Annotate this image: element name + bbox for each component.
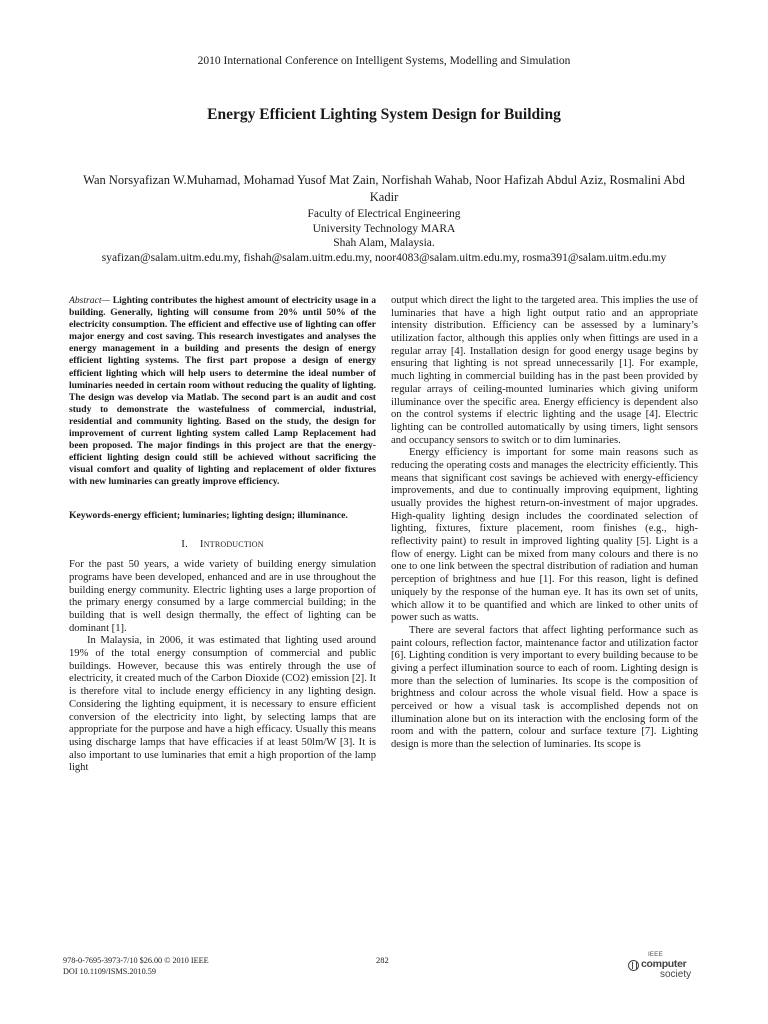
- conference-name: 2010 International Conference on Intelligent Systems, Modelling and Simulation: [197, 55, 571, 67]
- author-list: Wan Norsyafizan W.Muhamad, Mohamad Yusof Mat Zain, Norfishah Wahab, Noor Hafizah Abdul Aziz, Rosmalini Abd Kadir: [83, 173, 685, 204]
- logo-ieee-text: IEEE: [648, 951, 663, 958]
- footer-doi: DOI 10.1109/ISMS.2010.59: [63, 967, 156, 976]
- right-column: [391, 295, 698, 752]
- abstract-label: Abstract—: [69, 295, 111, 306]
- affiliation-location: Shah Alam, Malaysia.: [333, 237, 435, 249]
- footer-isbn: 978-0-7695-3973-7/10 $26.00 © 2010 IEEE: [63, 956, 209, 965]
- left-column: [69, 295, 376, 775]
- body-paragraph-continued: output which direct the light to the targeted area. This implies the use of luminaries that have a high light output ratio and an appropriate intensity distribution. Efficiency can be assessed by a luminary’s utilization factor, although this applies only when fittings are used in a regular array [4]. Installation design for good energy usage begins by ensuring that lighting is not spread unnecessarily [1]. For example, much lighting in commercial building has in the past been provided by regular arrays of ceiling-mounted luminaries which giving uniform illuminance over the specific area. Energy efficiency is dependent also on the control systems if electric lighting and the usage [4]. Electric lighting can be controlled automatically by using timers, light sensors and occupancy sensors to switch or to dim luminaries.: [391, 295, 698, 446]
- body-paragraph-factors: There are several factors that affect lighting performance such as paint colours, reflection factor, maintenance factor and utilization factor [6]. Lighting condition is very important to every building because to be giving a perfect illumination source to each of room. Lighting design is more than the selection of luminaries. Its scope is the composition of brightness and colour across the whole visual field. How a space is perceived or how a visual task is accomplished depends not on illumination alone but on its interaction with the enclosing form of the room and with the pattern, colour and surface texture [7]. Lighting design is more than the selection of luminaries. Its scope is: [391, 624, 698, 751]
- intro-paragraph-2: In Malaysia, in 2006, it was estimated that lighting used around 19% of the total energy consumption of commercial and public buildings. However, because this was entirely through the use of electricity, it created much of the Carbon Dioxide (CO2) emission [2]. It is therefore vital to include energy efficiency in any lighting design. Considering the lighting equipment, it is necessary to ensure efficient conversion of the electricity into light, by selecting lamps that are appropriate for the purpose and have a high efficacy. Usually this means using discharge lamps that have efficacies if at least 50lm/W [3]. It is also important to use luminaries that emit a high proportion of the lamp light: [69, 635, 376, 774]
- abstract: [69, 295, 376, 489]
- author-emails: syafizan@salam.uitm.edu.my, fishah@salam.uitm.edu.my, noor4083@salam.uitm.edu.my, rosma391@salam.uitm.edu.my: [101, 251, 667, 264]
- footer-publication-info: [63, 955, 209, 977]
- intro-paragraph-1: For the past 50 years, a wide variety of building energy simulation programs have been developed, enhanced and are in use throughout the building energy community. Electric lighting uses a large proportion of the primary energy consumed by a large commercial building; in the building that is well design thermally, the effect of lighting can be dominant [1].: [69, 559, 376, 634]
- logo-society-text: society: [660, 969, 692, 980]
- section-numeral: I.: [181, 537, 189, 550]
- logo-computer-text: computer: [641, 958, 687, 970]
- globe-icon: [628, 960, 639, 971]
- paper-title: Energy Efficient Lighting System Design for Building: [207, 106, 561, 123]
- body-paragraph-energy-efficiency: Energy efficiency is important for some main reasons such as reducing the operating costs and manages the electricity efficiently. This means that significant cost savings be achieved with energy-efficiency improvements, and due to continually improving equipment, lighting usually provides the highest return-on-investment of major upgrades. High-quality lighting design includes the coordinated selection of lighting, fixtures, fixture placement, room finishes (e.g., high-reflectivity paint) to result in improved lighting quality [5]. Light is a flow of energy. Light can be mixed from many colours and there is no one to one link between the spectral distribution of radiation and human perception of brightness and hue [1]. For this reason, light is defined uniquely by the response of the human eye. It has its own set of units, which allow it to be quantified and which are linked to other units of power such as watts.: [391, 447, 698, 624]
- abstract-text: Lighting contributes the highest amount of electricity usage in a building. Generally, lighting will consume from 20% until 50% of the electricity consumption. The efficient and effective use of lighting can offer major energy and cost saving. This research investigates and analyses the energy management in a building and presents the design of energy efficient lighting systems. The first part propose a design of energy efficient lighting which will help users to determine the ideal number of luminaries needed in certain room without reducing the quality of lighting. The design was develop via Matlab. The second part is an audit and cost study to demonstrate the wastefulness of commercial, industrial, residential and community lighting. Based on the study, the design for improvement of current lighting system called Lamp Replacement had been proposed. The major findings in this project are that the energy-efficient lighting design could still be achieved without sacrificing the visual comfort and quality of lighting and replacement of older fixtures with new luminaries can greatly improve efficiency.: [69, 295, 376, 488]
- section-title: Introduction: [199, 537, 264, 550]
- ieee-computer-society-logo: [624, 951, 704, 985]
- affiliation-university: University Technology MARA: [312, 222, 456, 235]
- keywords: Keywords-energy efficient; luminaries; lighting design; illuminance.: [69, 509, 348, 521]
- page-number: 282: [376, 955, 389, 965]
- affiliation: [0, 207, 768, 265]
- section-heading-introduction: [69, 538, 376, 551]
- affiliation-faculty: Faculty of Electrical Engineering: [307, 208, 461, 220]
